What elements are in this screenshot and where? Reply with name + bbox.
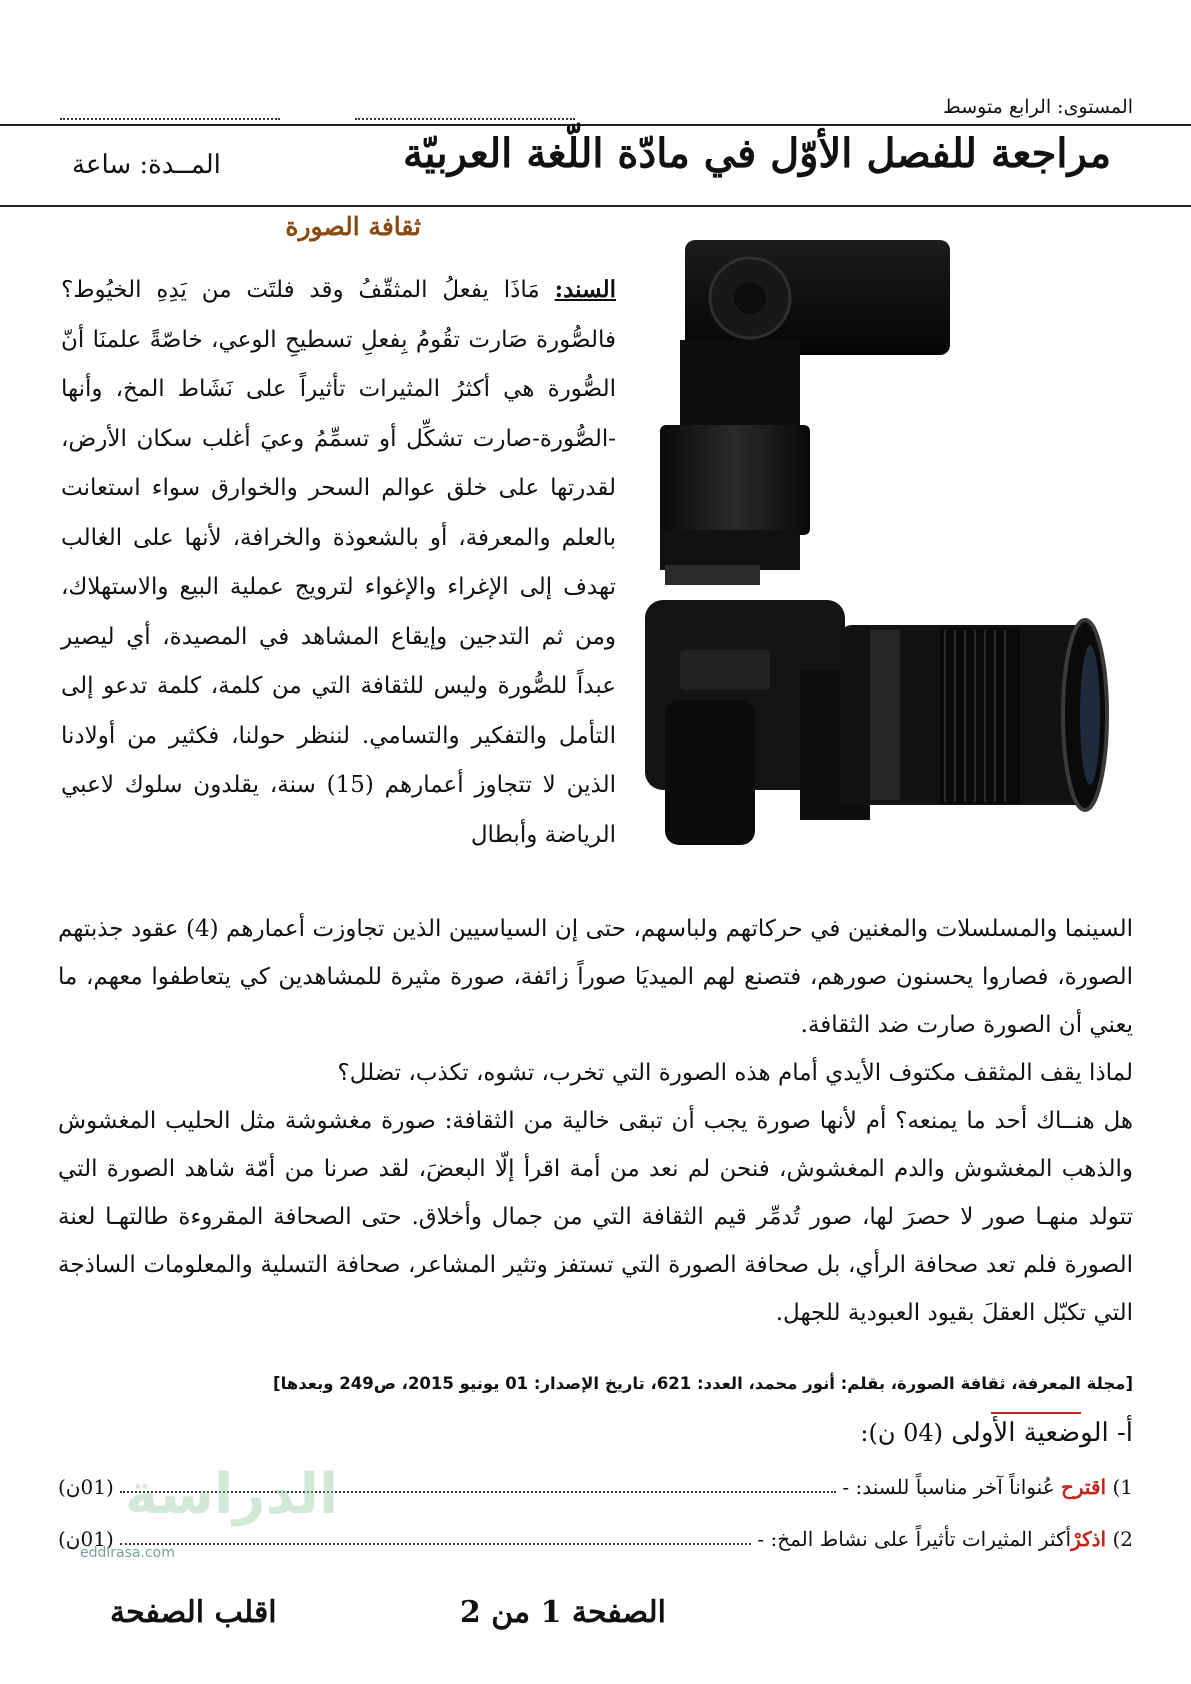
header-divider <box>0 205 1191 207</box>
lead-paragraph: مَاذَا يفعلُ المثقّفُ وقد فلتَت من يَدِهِ الخيُوط؟ فالصُّورة صَارت تقُومُ بِفعلِ تسطيحِ الوعي، خاصّةً علمنَا أنّ الصُّورة هي أكثرُ المثيرات تأثيراً على نَشَاط المخ، وأنها -الصُّورة-صارت تشكِّل أو تسمِّمُ وعيَ أغلب سكان الأرض، لقدرتها على خلق عوالم السحر والخوارق سواء استعانت بالعلم والمعرفة، أو بالشعوذة والخرافة، لأنها على الغالب تهدف إلى الإغراء والإغواء لترويج عملية البيع والاستهلاك، ومن ثم التدجين وإيقاع المشاهد في المصيدة، أي ليصير عبداً للصُّورة وليس للثقافة التي من كلمة، كلمة تدعو إلى التأمل والتفكير والتسامي. لننظر حولنا، فكثير من أولادنا الذين لا تتجاوز أعمارهم (15) سنة، يقلدون سلوك لاعبي الرياضة وأبطال <box>61 277 616 848</box>
citation: [مجلة المعرفة، ثقافة الصورة، بقلم: أنور محمد، العدد: 621، تاريخ الإصدار: 01 يونيو 2015، ص249 وبعدها] <box>273 1374 1133 1393</box>
question-body: عُنواناً آخر مناسباً للسند: - <box>842 1475 1061 1499</box>
question-verb: اقترح <box>1060 1475 1107 1499</box>
page-title: مراجعة للفصل الأوّل في مادّة اللّغة العربيّة <box>402 130 1111 177</box>
watermark-url: eddirasa.com <box>80 1545 175 1561</box>
text-lead <box>61 265 616 860</box>
question-body: أكثر المثيرات تأثيراً على نشاط المخ: - <box>757 1527 1072 1551</box>
watermark-logo: الدراسة <box>125 1462 339 1527</box>
answer-line[interactable] <box>120 1542 752 1545</box>
accent-underline <box>991 1412 1081 1414</box>
section-title: ثقافة الصورة <box>285 212 421 241</box>
text-body <box>58 905 1133 1337</box>
header-divider <box>0 124 1191 126</box>
turn-page-label: اقلب الصفحة <box>110 1595 277 1630</box>
dotted-line <box>355 104 575 120</box>
paragraph: السينما والمسلسلات والمغنين في حركاتهم ولباسهم، حتى إن السياسيين الذين تجاوزت أعمارهم (4) عقود جذبتهم الصورة، فصاروا يحسنون صورهم، فتصنع لهم الميديَا صوراً زائفة، صورة مثيرة للمشاهدين كي يتعاطفوا معهم، ما يعني أن الصورة صارت ضد الثقافة. <box>58 916 1133 1038</box>
situation-title: أ- الوضعية الأولى <box>951 1418 1133 1448</box>
level-label: المستوى: الرابع متوسط <box>943 96 1133 118</box>
question-text <box>757 1527 1133 1551</box>
paragraph: لماذا يقف المثقف مكتوف الأيدي أمام هذه الصورة التي تخرب، تشوه، تكذب، تضلل؟ <box>337 1060 1133 1086</box>
page-number: الصفحة 1 من 2 <box>459 1595 666 1630</box>
question-text <box>842 1475 1133 1499</box>
dotted-line <box>60 104 280 120</box>
text-label: السند: <box>554 276 616 303</box>
question-mark: (01ن) <box>58 1475 114 1499</box>
paragraph: هل هنــاك أحد ما يمنعه؟ أم لأنها صورة يجب أن تبقى خالية من الثقافة: صورة مغشوشة مثل الحليب المغشوش والذهب المغشوش والدم المغشوش، فنحن لم نعد من أمة اقرأ إلّا البعضَ، لقد صرنا من أمّة شاهد الصورة التي تتولد منهـا صور لا حصرَ لها، صور تُدمِّر قيم الثقافة التي من جمال وأخلاق. حتى الصحافة المقروءة طالتهـا لعنة الصورة فلم تعد صحافة الرأي، بل صحافة الصورة التي تستفز وتثير المشاعر، صحافة التسلية والمعلومات الساذجة التي تكبّل العقلَ بقيود العبودية للجهل. <box>58 1108 1133 1326</box>
question-number: 1) <box>1112 1475 1133 1499</box>
duration-label: المــدة: ساعة <box>72 150 221 180</box>
question-number: 2) <box>1112 1527 1133 1551</box>
situation-points: (04 ن): <box>860 1419 943 1447</box>
question-row <box>58 1527 1133 1551</box>
question-mark: (01ن) <box>58 1527 114 1551</box>
camera-image <box>640 230 1120 890</box>
question-verb: اذكرْ <box>1071 1527 1107 1551</box>
situation-heading <box>860 1418 1133 1448</box>
